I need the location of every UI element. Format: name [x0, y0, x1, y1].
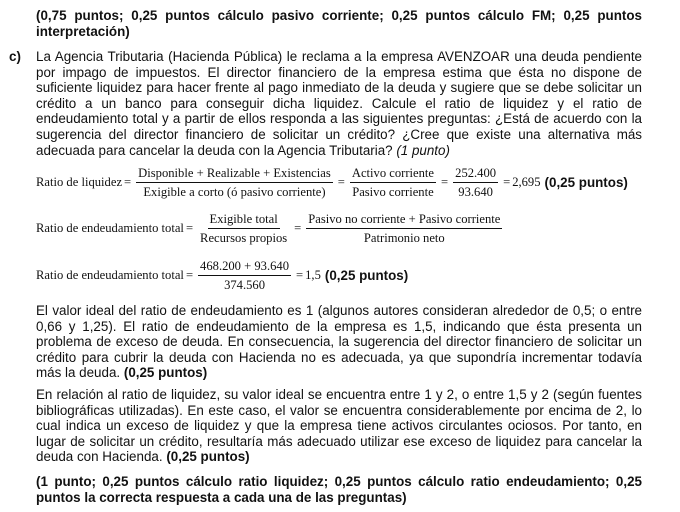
debt-formula [36, 212, 505, 245]
answer-paragraph-2 [36, 387, 642, 465]
liquidity-fraction-3 [453, 166, 498, 199]
answer-1-points: (0,25 puntos) [123, 365, 208, 381]
header-points-note: (0,75 puntos; 0,25 puntos cálculo pasivo corriente; 0,25 puntos cálculo FM; 0,25 puntos interpretación) [36, 8, 642, 39]
answer-2-points: (0,25 puntos) [166, 449, 250, 465]
debt-calc-result: 1,5 [305, 268, 321, 282]
fraction-denominator: 374.560 [224, 278, 265, 292]
equals-sign: = [503, 175, 511, 189]
fraction-numerator: Activo corriente [350, 166, 436, 183]
question-points: (1 punto) [396, 142, 450, 158]
answer-1-text: El valor ideal del ratio de endeudamiento es 1 (algunos autores consideran alrededor de 0,5; o entre 0,66 y 1,25). El ratio de endeudamiento de la empresa es 1,5, indicando que ésta presenta un problema de exceso de deuda. En consecuencia, la sugerencia del director financiero de solicitar un crédito para cubrir la deuda con Hacienda no es adecuada, ya que supondría incrementar todavía más la deuda. [36, 303, 642, 381]
answer-2-text: En relación al ratio de liquidez, su valor ideal se encuentra entre 1 y 2, o entre 1,5 y 2 (según fuentes bibliográficas utilizadas). En este caso, el valor se encuentra considerablemente por encima de 2, lo cual indica un exceso de liquidez y que la empresa tiene activos circulantes ociosos. Por tanto, en lugar de solicitar un crédito, resultaría más adecuado utilizar ese exceso de liquidez para cancelar la deuda con Hacienda. [36, 387, 642, 465]
fraction-numerator: 252.400 [453, 166, 498, 183]
liquidity-fraction-2 [350, 166, 436, 199]
equals-sign: = [185, 268, 194, 282]
equals-sign: = [441, 175, 449, 189]
liquidity-fraction-1 [136, 166, 333, 199]
debt-label: Ratio de endeudamiento total [36, 221, 184, 235]
fraction-denominator: Recursos propios [200, 231, 288, 245]
question-text: La Agencia Tributaria (Hacienda Pública) le reclama a la empresa AVENZOAR una deuda pendiente por impago de impuestos. El director financiero de la empresa estima que ésta no dispone de suficiente liquidez para hacer frente al pago inmediato de la deuda y sugiere que se debe solicitar un crédito a un banco para conseguir dicha liquidez. Calcule el ratio de liquidez y el ratio de endeudamiento total y a partir de ellos responda a las siguientes preguntas: ¿Está de acuerdo con la sugerencia del director financiero de solicitar un crédito? ¿Cree que existe una alternativa más adecuada para cancelar la deuda con la Agencia Tributaria? [36, 49, 642, 158]
fraction-denominator: 93.640 [458, 185, 493, 199]
fraction-numerator: Exigible total [208, 212, 280, 229]
fraction-denominator: Exigible a corto (ó pasivo corriente) [143, 185, 326, 199]
answer-paragraph-1 [36, 303, 642, 381]
debt-calculation [36, 259, 408, 292]
liquidity-points: (0,25 puntos) [544, 175, 628, 190]
liquidity-label: Ratio de liquidez [36, 175, 123, 189]
liquidity-result: 2,695 [512, 175, 541, 189]
debt-fraction-2 [306, 212, 502, 245]
section-marker: c) [9, 49, 21, 64]
equals-sign: = [185, 221, 194, 235]
footer-points-note: (1 punto; 0,25 puntos cálculo ratio liquidez; 0,25 puntos cálculo ratio endeudamiento; 0,25 puntos la correcta respuesta a cada una de las preguntas) [36, 474, 642, 505]
fraction-numerator: 468.200 + 93.640 [198, 259, 291, 276]
equals-sign: = [296, 268, 304, 282]
fraction-denominator: Pasivo corriente [352, 185, 434, 199]
fraction-numerator: Pasivo no corriente + Pasivo corriente [306, 212, 502, 229]
fraction-denominator: Patrimonio neto [363, 231, 445, 245]
debt-calc-points: (0,25 puntos) [324, 268, 409, 283]
fraction-numerator: Disponible + Realizable + Existencias [136, 166, 333, 183]
debt-fraction-1 [198, 212, 289, 245]
question-paragraph [36, 49, 642, 158]
liquidity-formula [36, 166, 628, 199]
equals-sign: = [294, 221, 302, 235]
equals-sign: = [124, 175, 132, 189]
equals-sign: = [337, 175, 345, 189]
debt-calc-label: Ratio de endeudamiento total [36, 268, 184, 282]
debt-calc-fraction [198, 259, 291, 292]
